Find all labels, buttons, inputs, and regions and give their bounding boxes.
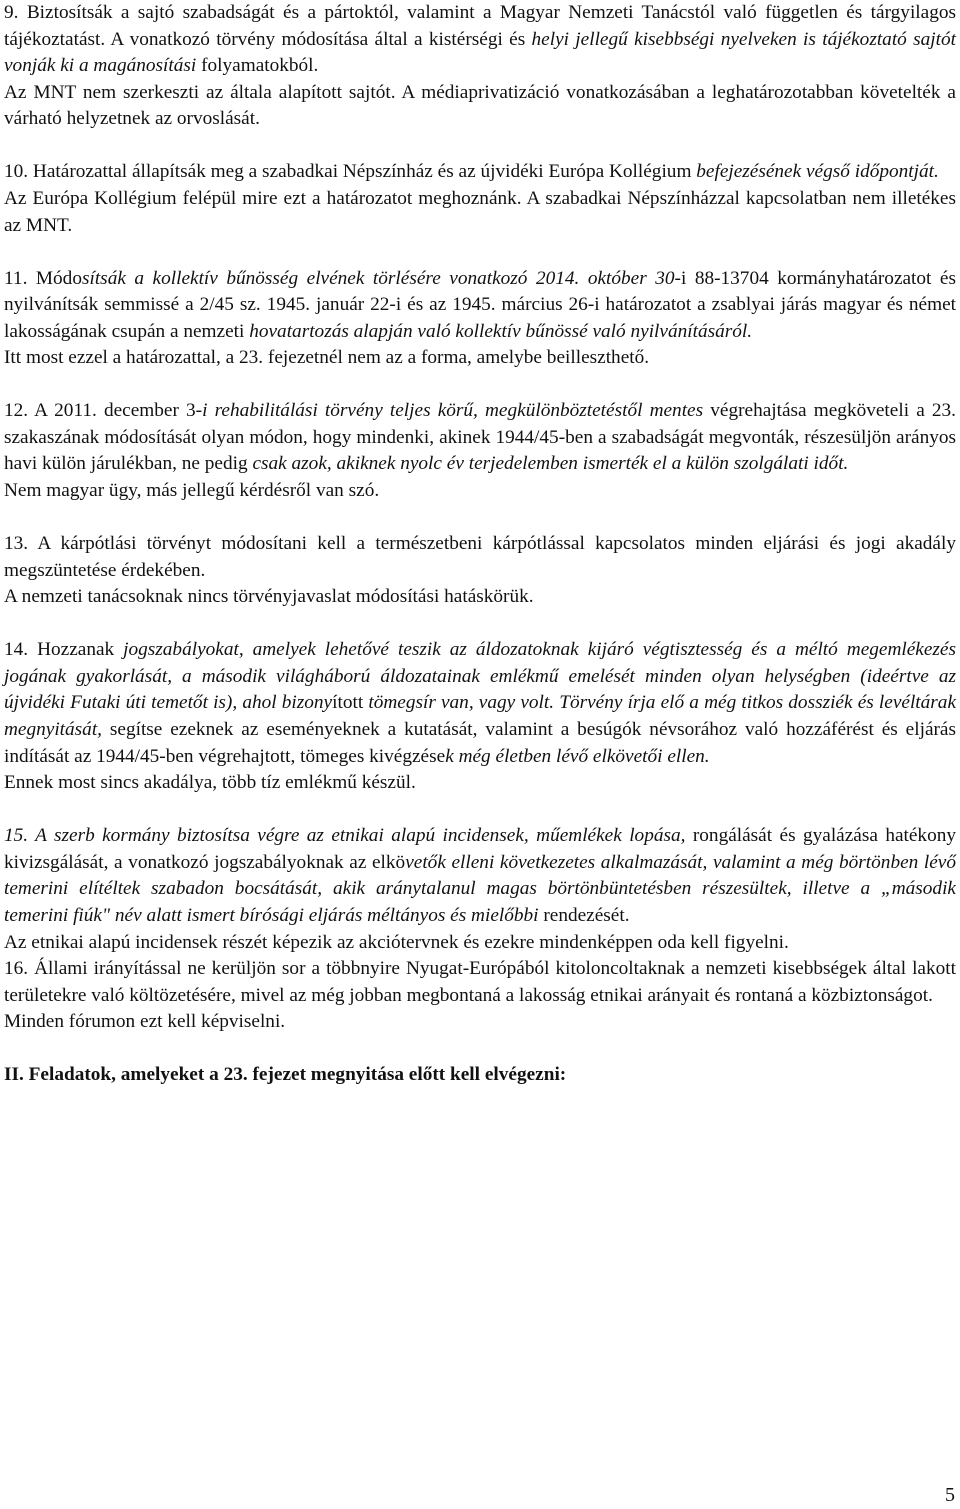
item-14-response: Ennek most sincs akadálya, több tíz emlékmű készül. xyxy=(4,772,416,794)
page-number: 5 xyxy=(945,1484,955,1506)
item-15-paragraph: 15. A szerb kormány biztosítsa végre az etnikai alapú incidensek, műemlékek lopása, rongálását és gyalázása hatékony kivizsgálását, a vonatkozó jogszabályoknak az elkövetők elleni következetes alkalmazását, valamint a még börtönben lévő temerini elítéltek szabadon bocsátását, akik aránytalanul magas börtönbüntetésben részesültek, illetve a „második temerini fiúk" név alatt ismert bírósági eljárás méltányos és mielőbbi rendezését. xyxy=(4,825,956,926)
section-heading: II. Feladatok, amelyeket a 23. fejezet megnyitása előtt kell elvégezni: xyxy=(4,1064,567,1086)
item-12-response: Nem magyar ügy, más jellegű kérdésről van szó. xyxy=(4,480,380,502)
item-12-paragraph: 12. A 2011. december 3-i rehabilitálási törvény teljes körű, megkülönböztetéstől mentes végrehajtása megköveteli a 23. szakaszának módosítását olyan módon, hogy mindenki, akinek 1944/45-ben a szabadságát megvonták, részesüljön arányos havi külön járulékban, ne pedig csak azok, akiknek nyolc év terjedelemben ismerték el a külön szolgálati időt. xyxy=(4,400,956,475)
document-page xyxy=(4,0,956,1089)
spacer xyxy=(4,239,956,265)
item-16-response: Minden fórumon ezt kell képviselni. xyxy=(4,1011,286,1033)
spacer xyxy=(4,133,956,159)
item-11-paragraph: 11. Módosítsák a kollektív bűnösség elvének törlésére vonatkozó 2014. október 30-i 88-13704 kormányhatározatot és nyilvánítsák semmissé a 2/45 sz. 1945. január 22-i és az 1945. március 26-i határozatot a zsablyai járás magyar és német lakosságának csupán a nemzeti hovatartozás alapján való kollektív bűnössé való nyilvánításáról. xyxy=(4,267,956,342)
item-13-response: A nemzeti tanácsoknak nincs törvényjavaslat módosítási hatáskörük. xyxy=(4,586,534,608)
item-16-paragraph: 16. Állami irányítással ne kerüljön sor a többnyire Nyugat-Európából kitoloncoltaknak a nemzeti kisebbségek által lakott területekre való költözetésére, mivel az még jobban megbontaná a lakosság etnikai arányait és rontaná a közbiztonságot. xyxy=(4,958,956,1006)
spacer xyxy=(4,372,956,398)
item-11-response: Itt most ezzel a határozattal, a 23. fejezetnél nem az a forma, amelybe beilleszthető. xyxy=(4,347,650,369)
spacer xyxy=(4,1036,956,1062)
item-9-paragraph: 9. Biztosítsák a sajtó szabadságát és a pártoktól, valamint a Magyar Nemzeti Tanácstól való független és tárgyilagos tájékoztatást. A vonatkozó törvény módosítása által a kistérségi és helyi jellegű kisebbségi nyelveken is tájékoztató sajtót vonják ki a magánosítási folyamatokból. xyxy=(4,2,956,77)
item-15-response: Az etnikai alapú incidensek részét képezik az akciótervnek és ezekre mindenképpen oda kell figyelni. xyxy=(4,931,789,953)
item-9-response: Az MNT nem szerkeszti az általa alapított sajtót. A médiaprivatizáció vonatkozásában a leghatározotabban követelték a várható helyzetnek az orvoslását. xyxy=(4,81,956,130)
spacer xyxy=(4,797,956,823)
item-13-paragraph: 13. A kárpótlási törvényt módosítani kell a természetbeni kárpótlással kapcsolatos minden eljárási és jogi akadály megszüntetése érdekében. xyxy=(4,533,956,581)
spacer xyxy=(4,611,956,637)
item-14-paragraph: 14. Hozzanak jogszabályokat, amelyek lehetővé teszik az áldozatoknak kijáró végtisztesség és a méltó megemlékezés jogának gyakorlását, a második világháború áldozatainak emlékmű emelését minden olyan helységben (ideértve az újvidéki Futaki úti temetőt is), ahol bizonyított tömegsír van, vagy volt. Törvény írja elő a még titkos dossziék és levéltárak megnyitását, segítse ezeknek az eseményeknek a kutatását, valamint a besúgók névsorához való hozzáférést és eljárás indítását az 1944/45-ben végrehajtott, tömeges kivégzések még életben lévő elkövetői ellen. xyxy=(4,639,957,767)
spacer xyxy=(4,505,956,531)
item-10-response: Az Európa Kollégium felépül mire ezt a határozatot meghoznánk. A szabadkai Népszínházzal kapcsolatban nem illetékes az MNT. xyxy=(4,187,956,236)
item-10-paragraph: 10. Határozattal állapítsák meg a szabadkai Népszínház és az újvidéki Európa Kollégium befejezésének végső időpontját. xyxy=(4,161,939,183)
